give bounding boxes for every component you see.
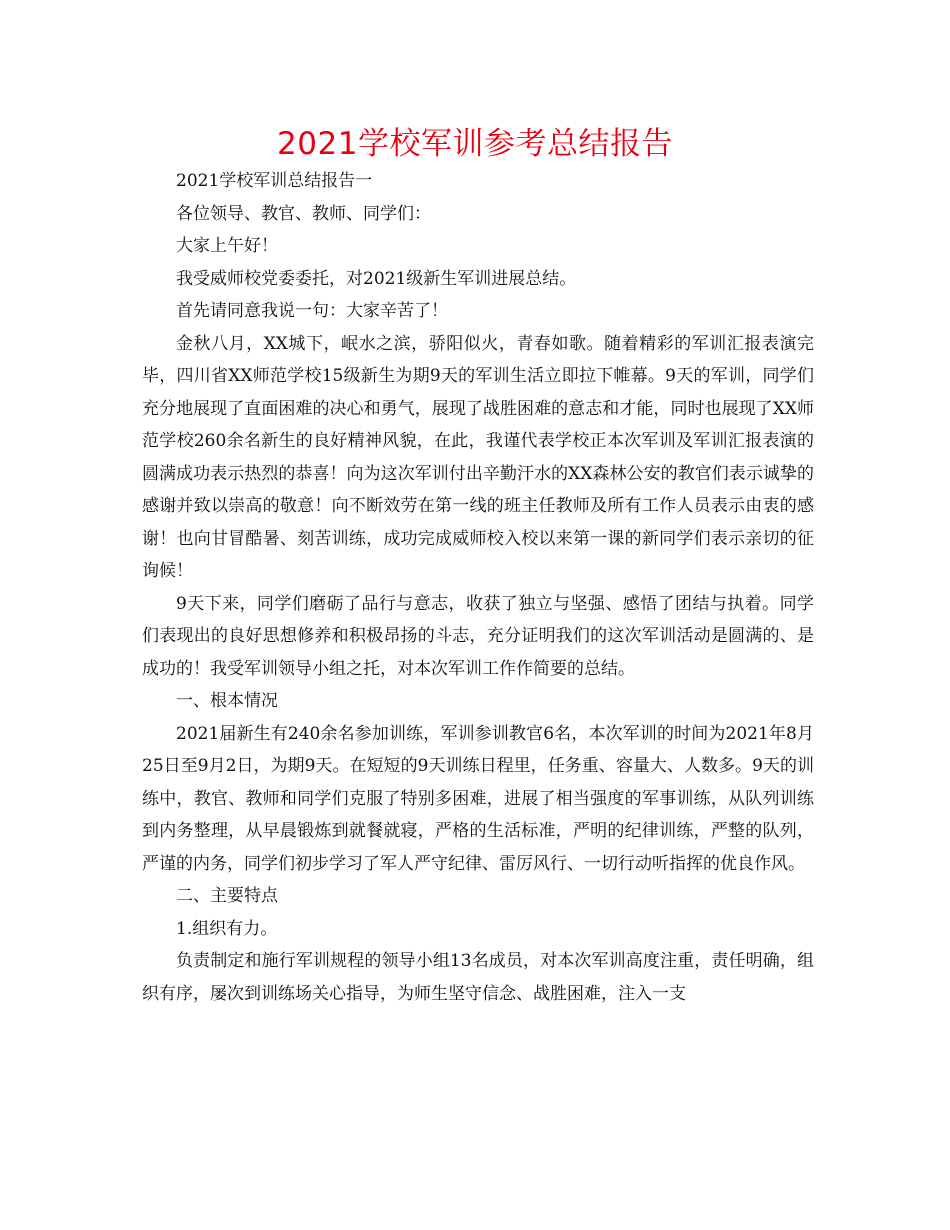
document-title: 2021学校军训参考总结报告: [277, 126, 673, 162]
subsection-heading: 1.组织有力。: [176, 918, 278, 939]
paragraph: 9天下来，同学们磨砺了品行与意志，收获了独立与坚强、感悟了团结与执着。同学们表现出的良好思想修养和积极昂扬的斗志，充分证明我们的这次军训活动是圆满的、是成功的！我受军训领导小组之托，对本次军训工作作简要的总结。: [142, 593, 814, 679]
paragraph: 2021届新生有240余名参加训练，军训参训教官6名，本次军训的时间为2021年8月25日至9月2日，为期9天。在短短的9天训练日程里，任务重、容量大、人数多。9天的训练中，教官、教师和同学们克服了特别多困难，进展了相当强度的军事训练，从队列训练到内务整理，从早晨锻炼到就餐就寝，严格的生活标准，严明的纪律训练，严整的队列，严谨的内务，同学们初步学习了军人严守纪律、雷厉风行、一切行动听指挥的优良作风。: [142, 723, 814, 874]
paragraph: 大家上午好！: [176, 236, 278, 256]
paragraph: 我受威师校党委委托，对2021级新生军训进展总结。: [176, 268, 577, 289]
paragraph: 金秋八月，XX城下，岷水之滨，骄阳似火，青春如歌。随着精彩的军训汇报表演完毕，四川省XX师范学校15级新生为期9天的军训生活立即拉下帷幕。9天的军训，同学们充分地展现了直面困难的决心和勇气，展现了战胜困难的意志和才能，同时也展现了XX师范学校260余名新生的良好精神风貌，在此，我谨代表学校正本次军训及军训汇报表演的圆满成功表示热烈的恭喜！向为这次军训付出辛勤汗水的XX森林公安的教官们表示诚挚的感谢并致以崇高的敬意！向不断效劳在第一线的班主任教师及所有工作人员表示由衷的感谢！也向甘冒酷暑、刻苦训练，成功完成威师校入校以来第一课的新同学们表示亲切的征询候！: [142, 333, 814, 581]
paragraph: 负责制定和施行军训规程的领导小组13名成员，对本次军训高度注重，责任明确，组织有序，屡次到训练场关心指导，为师生坚守信念、战胜困难，注入一支: [142, 951, 814, 1004]
document-body: [142, 165, 814, 1010]
paragraph: 各位领导、教官、教师、同学们：: [176, 203, 431, 224]
paragraph: 首先请同意我说一句：大家辛苦了！: [176, 301, 448, 321]
section-heading: 二、主要特点: [176, 886, 278, 906]
paragraph: 2021学校军训总结报告一: [176, 171, 373, 191]
section-heading: 一、根本情况: [176, 691, 278, 711]
